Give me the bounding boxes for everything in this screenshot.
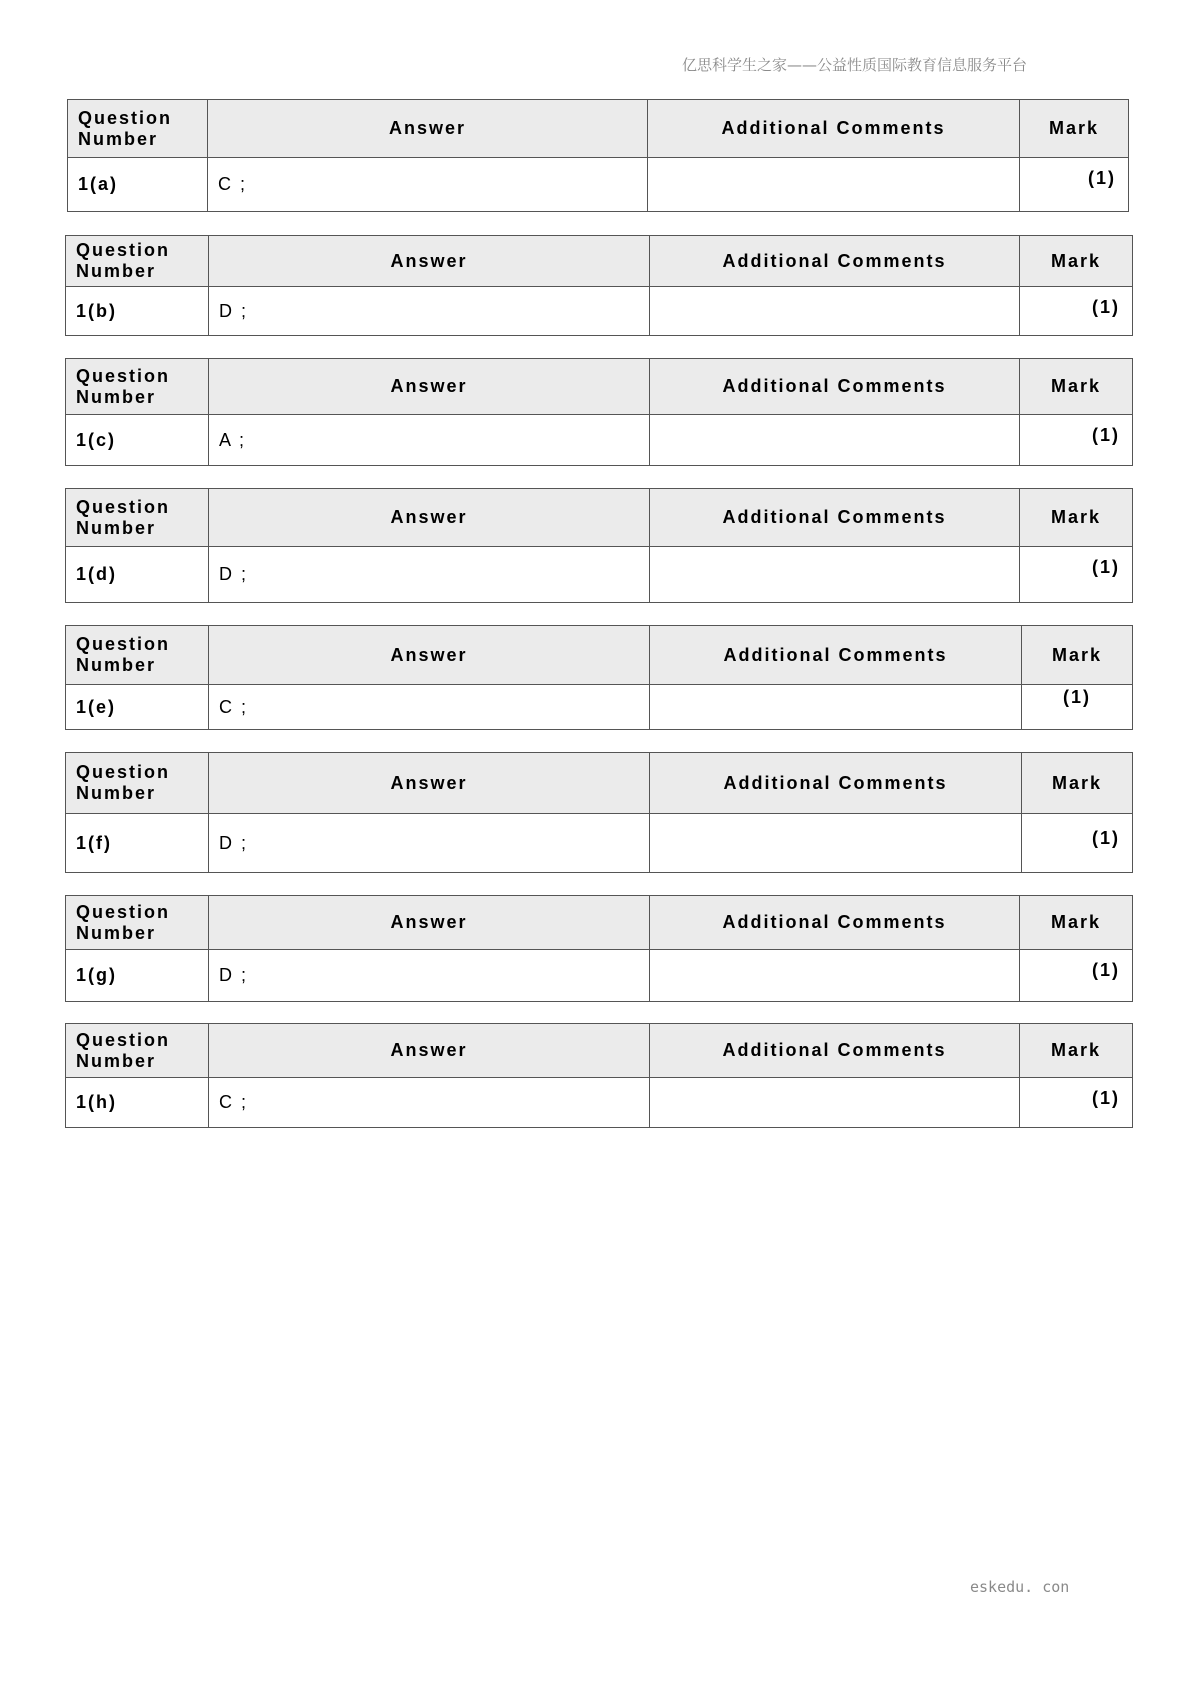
header-watermark-text: 亿思科学生之家——公益性质国际教育信息服务平台: [682, 56, 1028, 74]
mark-cell: (1): [1020, 547, 1133, 603]
header-question-number: Question Number: [66, 359, 209, 415]
header-answer: Answer: [209, 359, 650, 415]
answer-cell: D ;: [209, 547, 650, 603]
header-question-number: Question Number: [66, 1024, 209, 1078]
mark-scheme-table-1d: [65, 488, 1133, 603]
header-answer: Answer: [209, 626, 650, 685]
header-mark: Mark: [1020, 489, 1133, 547]
mark-cell: (1): [1020, 158, 1129, 212]
comments-cell: [650, 1078, 1020, 1128]
answer-cell: C ;: [209, 1078, 650, 1128]
header-answer: Answer: [209, 753, 650, 814]
mark-scheme-table-1g: [65, 895, 1133, 1002]
mark-cell: (1): [1022, 685, 1133, 730]
question-number-cell: 1(e): [66, 685, 209, 730]
header-question-number: Question Number: [68, 100, 208, 158]
header-additional-comments: Additional Comments: [650, 489, 1020, 547]
question-number-cell: 1(b): [66, 287, 209, 336]
header-additional-comments: Additional Comments: [650, 1024, 1020, 1078]
comments-cell: [648, 158, 1020, 212]
table-row: [66, 685, 1133, 730]
header-additional-comments: Additional Comments: [650, 236, 1020, 287]
header-question-number: Question Number: [66, 489, 209, 547]
header-mark: Mark: [1020, 896, 1133, 950]
mark-cell: (1): [1020, 950, 1133, 1002]
header-answer: Answer: [209, 236, 650, 287]
header-mark: Mark: [1022, 753, 1133, 814]
table-row: [66, 287, 1133, 336]
table-row: [66, 814, 1133, 873]
answer-cell: C ;: [208, 158, 648, 212]
header-question-number: Question Number: [66, 753, 209, 814]
comments-cell: [650, 287, 1020, 336]
header-question-number: Question Number: [66, 236, 209, 287]
header-answer: Answer: [209, 1024, 650, 1078]
header-additional-comments: Additional Comments: [650, 626, 1022, 685]
mark-scheme-table-1b: [65, 235, 1133, 336]
header-mark: Mark: [1020, 100, 1129, 158]
header-additional-comments: Additional Comments: [648, 100, 1020, 158]
mark-cell: (1): [1022, 814, 1133, 873]
header-answer: Answer: [209, 489, 650, 547]
header-additional-comments: Additional Comments: [650, 359, 1020, 415]
mark-scheme-table-1e: [65, 625, 1133, 730]
table-row: [66, 1078, 1133, 1128]
mark-scheme-table-1h: [65, 1023, 1133, 1128]
header-question-number: Question Number: [66, 896, 209, 950]
comments-cell: [650, 685, 1022, 730]
header-question-number: Question Number: [66, 626, 209, 685]
comments-cell: [650, 950, 1020, 1002]
question-number-cell: 1(c): [66, 415, 209, 466]
mark-scheme-table-1c: [65, 358, 1133, 466]
header-mark: Mark: [1020, 1024, 1133, 1078]
answer-cell: A ;: [209, 415, 650, 466]
answer-cell: D ;: [209, 287, 650, 336]
question-number-cell: 1(h): [66, 1078, 209, 1128]
header-additional-comments: Additional Comments: [650, 753, 1022, 814]
mark-cell: (1): [1020, 1078, 1133, 1128]
table-row: [68, 158, 1129, 212]
table-row: [66, 547, 1133, 603]
table-row: [66, 415, 1133, 466]
question-number-cell: 1(a): [68, 158, 208, 212]
footer-site-text: eskedu. con: [970, 1578, 1070, 1596]
header-additional-comments: Additional Comments: [650, 896, 1020, 950]
mark-cell: (1): [1020, 287, 1133, 336]
question-number-cell: 1(f): [66, 814, 209, 873]
comments-cell: [650, 547, 1020, 603]
table-row: [66, 950, 1133, 1002]
header-mark: Mark: [1022, 626, 1133, 685]
header-mark: Mark: [1020, 236, 1133, 287]
answer-cell: D ;: [209, 950, 650, 1002]
answer-cell: C ;: [209, 685, 650, 730]
mark-scheme-table-1f: [65, 752, 1133, 873]
header-answer: Answer: [209, 896, 650, 950]
comments-cell: [650, 814, 1022, 873]
question-number-cell: 1(g): [66, 950, 209, 1002]
question-number-cell: 1(d): [66, 547, 209, 603]
header-answer: Answer: [208, 100, 648, 158]
mark-scheme-table-1a: [67, 99, 1129, 212]
answer-cell: D ;: [209, 814, 650, 873]
comments-cell: [650, 415, 1020, 466]
mark-cell: (1): [1020, 415, 1133, 466]
header-mark: Mark: [1020, 359, 1133, 415]
